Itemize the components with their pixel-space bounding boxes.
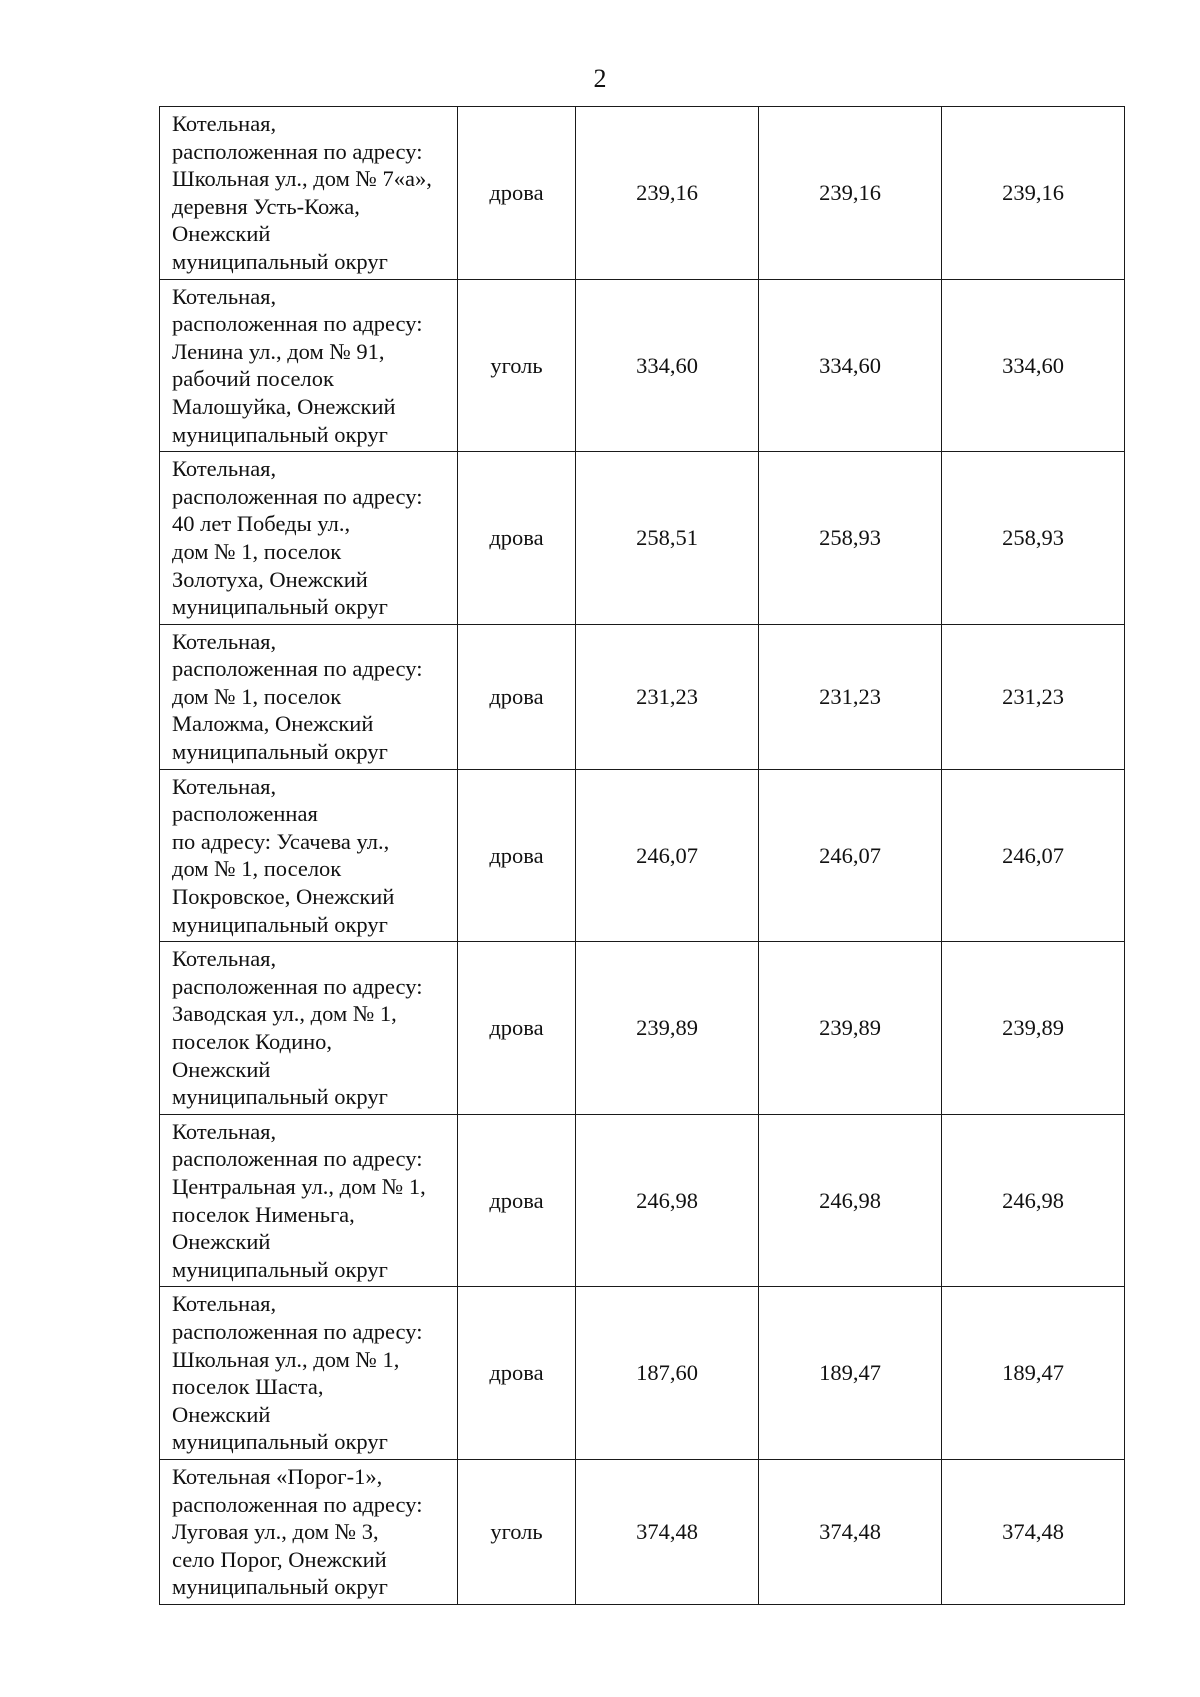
boiler-address-line: муниципальный округ: [172, 1429, 388, 1455]
boiler-address-line: расположенная по адресу:: [172, 138, 423, 164]
price-value-cell: 231,23: [942, 624, 1125, 769]
boiler-address-cell: [160, 452, 458, 625]
table-row: [160, 107, 1125, 280]
price-value-cell: 231,23: [576, 624, 759, 769]
boiler-address-line: расположенная по адресу:: [172, 973, 423, 999]
price-value-cell: 189,47: [942, 1287, 1125, 1460]
price-value-cell: 239,16: [576, 107, 759, 280]
boiler-address-line: Котельная,: [172, 628, 277, 654]
price-value-cell: 258,93: [759, 452, 942, 625]
table-row: [160, 624, 1125, 769]
price-value-cell: 334,60: [576, 279, 759, 452]
fuel-type-cell: дрова: [458, 107, 576, 280]
fuel-type-cell: дрова: [458, 1287, 576, 1460]
table-row: [160, 942, 1125, 1115]
price-value-cell: 189,47: [759, 1287, 942, 1460]
boiler-address-line: муниципальный округ: [172, 594, 388, 620]
fuel-type-cell: дрова: [458, 769, 576, 942]
boiler-address-line: Школьная ул., дом № 7«а»,: [172, 166, 432, 192]
boiler-address-line: Котельная,: [172, 946, 277, 972]
price-value-cell: 239,89: [759, 942, 942, 1115]
boiler-address-line: Заводская ул., дом № 1,: [172, 1001, 397, 1027]
boiler-address-line: Онежский: [172, 1056, 271, 1082]
boiler-address-cell: [160, 1287, 458, 1460]
boiler-address-line: расположенная по адресу:: [172, 656, 423, 682]
fuel-type-cell: дрова: [458, 452, 576, 625]
table-row: [160, 279, 1125, 452]
price-value-cell: 239,89: [942, 942, 1125, 1115]
boiler-address-line: дом № 1, поселок: [172, 856, 342, 882]
boiler-address-line: муниципальный округ: [172, 1256, 388, 1282]
price-value-cell: 374,48: [759, 1459, 942, 1604]
price-value-cell: 258,93: [942, 452, 1125, 625]
boiler-address-line: Котельная,: [172, 111, 277, 136]
price-value-cell: 246,07: [942, 769, 1125, 942]
boiler-address-line: расположенная по адресу:: [172, 1491, 423, 1517]
boiler-address-cell: [160, 1114, 458, 1287]
boiler-address-line: деревня Усть-Кожа,: [172, 193, 360, 219]
boiler-address-cell: [160, 107, 458, 280]
price-value-cell: 187,60: [576, 1287, 759, 1460]
fuel-type-cell: уголь: [458, 279, 576, 452]
boiler-address-line: расположенная по адресу:: [172, 311, 423, 337]
boiler-address-line: дом № 1, поселок: [172, 683, 342, 709]
boiler-address-line: Покровское, Онежский: [172, 884, 395, 910]
boiler-address-line: Онежский: [172, 1401, 271, 1427]
table-row: [160, 1459, 1125, 1604]
price-value-cell: 239,89: [576, 942, 759, 1115]
boiler-address-line: Котельная,: [172, 1291, 277, 1317]
fuel-type-cell: дрова: [458, 1114, 576, 1287]
boiler-address-line: поселок Шаста,: [172, 1374, 324, 1400]
boiler-address-line: Центральная ул., дом № 1,: [172, 1173, 426, 1199]
boiler-address-line: поселок Нименьга,: [172, 1201, 355, 1227]
boiler-address-cell: [160, 624, 458, 769]
price-value-cell: 231,23: [759, 624, 942, 769]
boiler-address-line: 40 лет Победы ул.,: [172, 511, 351, 537]
boiler-address-line: муниципальный округ: [172, 1574, 388, 1600]
price-value-cell: 239,16: [942, 107, 1125, 280]
boiler-address-line: муниципальный округ: [172, 1084, 388, 1110]
fuel-type-cell: дрова: [458, 624, 576, 769]
boiler-address-line: Котельная,: [172, 456, 277, 482]
boiler-address-line: Школьная ул., дом № 1,: [172, 1346, 400, 1372]
boiler-address-line: расположенная по адресу:: [172, 1318, 423, 1344]
price-value-cell: 239,16: [759, 107, 942, 280]
boiler-address-cell: [160, 279, 458, 452]
boiler-address-line: расположенная: [172, 801, 318, 827]
price-value-cell: 374,48: [576, 1459, 759, 1604]
price-value-cell: 258,51: [576, 452, 759, 625]
table-row: [160, 1114, 1125, 1287]
price-value-cell: 246,98: [759, 1114, 942, 1287]
boiler-address-line: рабочий поселок: [172, 366, 334, 392]
boiler-address-line: Котельная,: [172, 773, 277, 799]
boiler-address-line: Маложма, Онежский: [172, 711, 374, 737]
boiler-address-line: муниципальный округ: [172, 421, 388, 447]
boiler-address-line: село Порог, Онежский: [172, 1546, 387, 1572]
table-row: [160, 452, 1125, 625]
price-value-cell: 334,60: [759, 279, 942, 452]
boiler-address-line: муниципальный округ: [172, 248, 388, 274]
table-row: [160, 769, 1125, 942]
boiler-address-line: Онежский: [172, 221, 271, 247]
page-number: 2: [593, 64, 607, 93]
boiler-address-line: Котельная,: [172, 283, 277, 309]
price-value-cell: 246,07: [759, 769, 942, 942]
boiler-address-line: Золотуха, Онежский: [172, 566, 368, 592]
boiler-address-line: Ленина ул., дом № 91,: [172, 338, 385, 364]
boiler-address-cell: [160, 1459, 458, 1604]
fuel-price-table: [159, 106, 1125, 1605]
boiler-address-line: поселок Кодино,: [172, 1029, 333, 1054]
price-value-cell: 246,98: [942, 1114, 1125, 1287]
boiler-address-line: Котельная «Порог-1»,: [172, 1463, 383, 1489]
boiler-address-line: Малошуйка, Онежский: [172, 393, 396, 419]
boiler-address-line: расположенная по адресу:: [172, 483, 423, 509]
table-body: [160, 107, 1125, 1605]
price-value-cell: 374,48: [942, 1459, 1125, 1604]
boiler-address-line: расположенная по адресу:: [172, 1146, 423, 1172]
fuel-type-cell: уголь: [458, 1459, 576, 1604]
boiler-address-line: Котельная,: [172, 1118, 277, 1144]
boiler-address-line: Луговая ул., дом № 3,: [172, 1519, 379, 1545]
fuel-type-cell: дрова: [458, 942, 576, 1115]
boiler-address-line: дом № 1, поселок: [172, 538, 342, 564]
price-value-cell: 334,60: [942, 279, 1125, 452]
boiler-address-cell: [160, 769, 458, 942]
boiler-address-line: по адресу: Усачева ул.,: [172, 828, 390, 854]
boiler-address-line: муниципальный округ: [172, 739, 388, 765]
boiler-address-line: Онежский: [172, 1229, 271, 1255]
table-row: [160, 1287, 1125, 1460]
price-value-cell: 246,98: [576, 1114, 759, 1287]
boiler-address-cell: [160, 942, 458, 1115]
boiler-address-line: муниципальный округ: [172, 911, 388, 937]
price-value-cell: 246,07: [576, 769, 759, 942]
